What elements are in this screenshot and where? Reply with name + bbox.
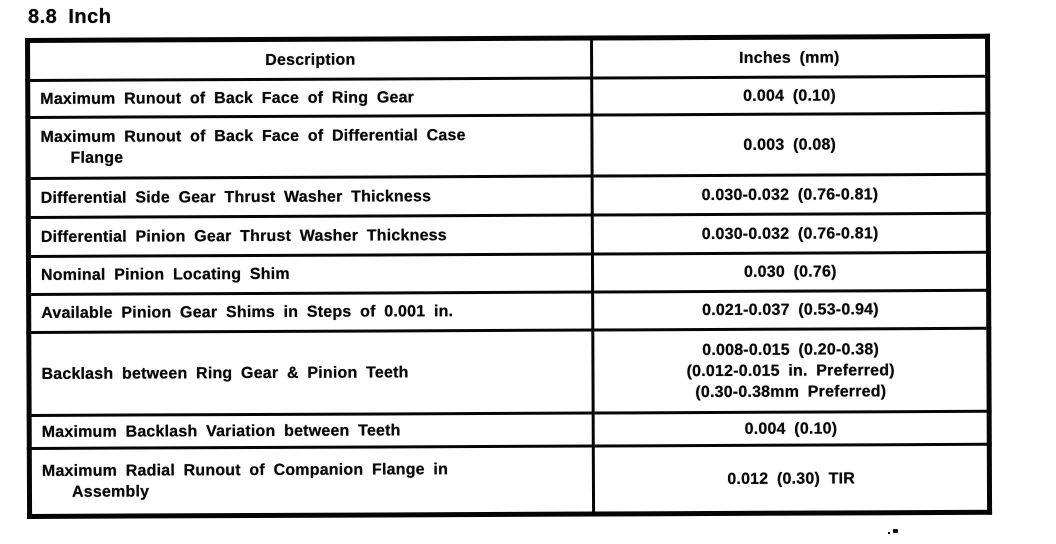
value-cell bbox=[593, 252, 989, 292]
table-row bbox=[28, 174, 988, 217]
header-row bbox=[28, 36, 988, 80]
description-cell bbox=[28, 78, 593, 117]
spec-table-container bbox=[25, 34, 992, 519]
description-line: Maximum Backlash Variation between Teeth bbox=[41, 421, 401, 441]
value-cell bbox=[593, 213, 989, 254]
value-cell bbox=[593, 174, 989, 215]
value-line: 0.030-0.032 (0.76-0.81) bbox=[701, 224, 879, 243]
description-line: Backlash between Ring Gear & Pinion Teeth bbox=[41, 363, 409, 383]
scan-artifact-speck bbox=[893, 529, 898, 533]
value-line: (0.012-0.015 in. Preferred) bbox=[686, 361, 895, 380]
table-row bbox=[29, 444, 989, 516]
description-line: Nominal Pinion Locating Shim bbox=[40, 265, 290, 284]
description-line: Available Pinion Gear Shims in Steps of 0.001 in. bbox=[41, 303, 454, 322]
description-line: Maximum Runout of Back Face of Ring Gear bbox=[40, 88, 415, 108]
description-cell bbox=[29, 446, 594, 516]
value-line: 0.004 (0.10) bbox=[744, 419, 838, 438]
description-line: Assembly bbox=[71, 483, 150, 501]
value-cell bbox=[594, 411, 990, 446]
value-line: 0.012 (0.30) TIR bbox=[727, 469, 856, 488]
value-line: 0.021-0.037 (0.53-0.94) bbox=[702, 301, 879, 320]
description-cell bbox=[28, 215, 593, 256]
description-cell bbox=[29, 330, 594, 415]
table-row bbox=[28, 213, 988, 256]
table-row bbox=[28, 76, 988, 117]
value-line: 0.030 (0.76) bbox=[743, 263, 837, 281]
table-row bbox=[29, 411, 989, 448]
description-line: Maximum Runout of Back Face of Differential Case bbox=[40, 127, 466, 146]
spec-table bbox=[25, 34, 992, 519]
value-line: (0.30-0.38mm Preferred) bbox=[695, 382, 887, 401]
table-row bbox=[28, 252, 988, 294]
description-cell bbox=[28, 254, 593, 294]
description-line: Differential Pinion Gear Thrust Washer Thickness bbox=[40, 226, 447, 246]
description-line: Maximum Radial Runout of Companion Flange in bbox=[41, 461, 449, 480]
table-row bbox=[29, 290, 989, 332]
value-cell bbox=[593, 328, 989, 413]
spec-table-body bbox=[28, 76, 990, 516]
description-cell bbox=[28, 115, 593, 178]
description-line: Differential Side Gear Thrust Washer Thickness bbox=[40, 187, 432, 207]
value-cell bbox=[592, 113, 988, 176]
table-row bbox=[28, 113, 988, 178]
description-cell bbox=[29, 413, 594, 448]
description-line: Flange bbox=[70, 149, 124, 167]
column-header-inches-mm: Inches (mm) bbox=[592, 36, 988, 78]
table-row bbox=[29, 328, 989, 415]
value-line: 0.030-0.032 (0.76-0.81) bbox=[701, 185, 879, 204]
value-cell bbox=[594, 444, 990, 514]
description-cell bbox=[29, 292, 594, 332]
value-line: 0.004 (0.10) bbox=[743, 86, 836, 105]
value-line: 0.003 (0.08) bbox=[743, 135, 837, 154]
value-cell bbox=[592, 76, 988, 115]
section-title: 8.8 Inch bbox=[28, 6, 112, 28]
value-line: 0.008-0.015 (0.20-0.38) bbox=[702, 340, 879, 359]
value-cell bbox=[593, 290, 989, 330]
description-cell bbox=[28, 176, 593, 217]
column-header-description: Description bbox=[28, 38, 593, 80]
